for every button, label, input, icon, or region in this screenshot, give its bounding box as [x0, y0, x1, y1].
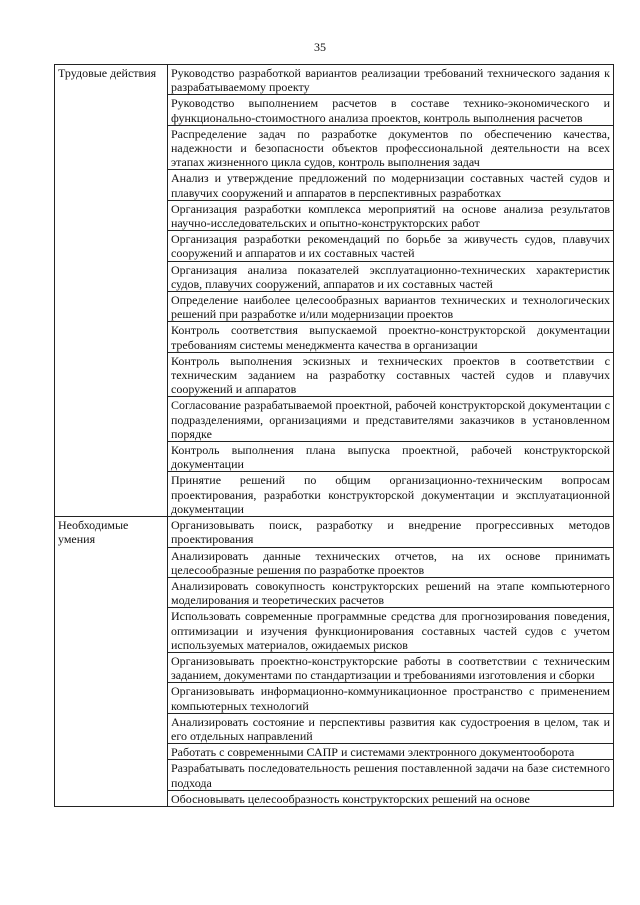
section-label: Трудовые действия	[55, 65, 168, 517]
requirements-table	[54, 64, 614, 807]
requirement-item: Обосновывать целесообразность конструкторских решений на основе	[168, 790, 614, 806]
requirement-item: Анализировать данные технических отчетов, на их основе принимать целесообразные решения по разработке проектов	[168, 547, 614, 577]
requirement-item: Контроль соответствия выпускаемой проектно-конструкторской документации требованиям системы менеджмента качества в организации	[168, 322, 614, 352]
requirement-item: Разрабатывать последовательность решения поставленной задачи на базе системного подхода	[168, 760, 614, 790]
requirement-item: Распределение задач по разработке документов по обеспечению качества, надежности и безопасности объектов профессиональной деятельности на всех этапах жизненного цикла судов, контроль выполнения задач	[168, 125, 614, 170]
requirement-item: Принятие решений по общим организационно-техническим вопросам проектирования, разработки конструкторской документации и эксплуатационной документации	[168, 472, 614, 517]
requirement-item: Согласование разрабатываемой проектной, рабочей конструкторской документации с подразделениями, организациями и представителями заказчиков в установленном порядке	[168, 397, 614, 442]
requirement-item: Контроль выполнения плана выпуска проектной, рабочей конструкторской документации	[168, 442, 614, 472]
requirement-item: Организация разработки рекомендаций по борьбе за живучесть судов, плавучих сооружений и аппаратов и их составных частей	[168, 231, 614, 261]
requirement-item: Организация анализа показателей эксплуатационно-технических характеристик судов, плавучих сооружений, аппаратов и их составных частей	[168, 261, 614, 291]
requirement-item: Определение наиболее целесообразных вариантов технических и технологических решений при разработке и/или модернизации проектов	[168, 292, 614, 322]
requirement-item: Организация разработки комплекса мероприятий на основе анализа результатов научно-исследовательских и опытно-конструкторских работ	[168, 200, 614, 230]
section-label: Необходимые умения	[55, 517, 168, 807]
requirement-item: Организовывать информационно-коммуникационное пространство с применением компьютерных технологий	[168, 683, 614, 713]
requirement-item: Анализ и утверждение предложений по модернизации составных частей судов и плавучих сооружений и аппаратов в перспективных разработках	[168, 170, 614, 200]
requirement-item: Анализировать совокупность конструкторских решений на этапе компьютерного моделирования и теоретических расчетов	[168, 577, 614, 607]
requirement-item: Организовывать поиск, разработку и внедрение прогрессивных методов проектирования	[168, 517, 614, 547]
requirement-item: Анализировать состояние и перспективы развития как судостроения в целом, так и его отдельных направлений	[168, 713, 614, 743]
requirement-item: Контроль выполнения эскизных и технических проектов в соответствии с техническим заданием на разработку составных частей судов и плавучих сооружений и аппаратов	[168, 352, 614, 397]
requirement-item: Руководство разработкой вариантов реализации требований технического задания к разрабатываемому проекту	[168, 65, 614, 95]
table-row	[55, 517, 614, 547]
table-row	[55, 65, 614, 95]
requirement-item: Использовать современные программные средства для прогнозирования поведения, оптимизации и изучения функционирования составных частей судов с учетом используемых материалов, ожидаемых рисков	[168, 608, 614, 653]
requirement-item: Работать с современными САПР и системами электронного документооборота	[168, 744, 614, 760]
requirement-item: Руководство выполнением расчетов в составе технико-экономического и функционально-стоимостного анализа проектов, контроль выполнения расчетов	[168, 95, 614, 125]
requirement-item: Организовывать проектно-конструкторские работы в соответствии с техническим заданием, документами по стандартизации и требованиями изготовления и сборки	[168, 652, 614, 682]
page-number: 35	[314, 40, 326, 54]
